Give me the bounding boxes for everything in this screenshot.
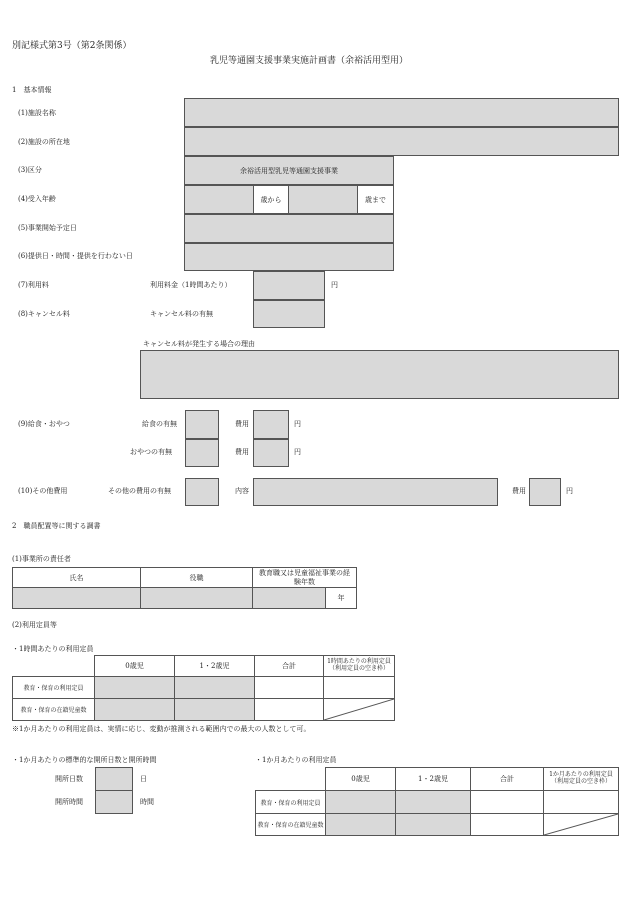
age-to-field[interactable]: [288, 185, 358, 214]
hourly-col-capacity: [323, 655, 395, 677]
hourly-capacity-0-field[interactable]: [94, 676, 175, 699]
open-days-unit: 日: [140, 775, 147, 783]
age-to-unit: [358, 185, 394, 214]
monthly-row-enrolled: [255, 813, 326, 836]
monthly-row-enrolled-text: 教育・保育の在籍児童数: [257, 822, 324, 829]
other-presence-label: その他の費用の有無: [108, 487, 171, 495]
manager-col-experience: [252, 567, 357, 588]
monthly-capacity-total-field[interactable]: [470, 790, 544, 814]
meal-presence-label: 給食の有無: [142, 420, 177, 428]
manager-experience-field[interactable]: [252, 587, 326, 609]
monthly-col-12: [395, 767, 471, 791]
hourly-col-total-text: 合計: [282, 662, 296, 670]
open-days-label: 開所日数: [55, 775, 83, 783]
monthly-row-capacity-text: 教育・保育の利用定員: [260, 799, 321, 807]
snack-presence-field[interactable]: [185, 439, 219, 467]
monthly-col-12-text: 1・2歳児: [418, 775, 448, 783]
facility-address-label: (2)施設の所在地: [18, 138, 70, 146]
monthly-capacity-vacancy-field[interactable]: [543, 790, 619, 814]
hourly-col-capacity-text: 1時間あたりの利用定員（利用定員の空き枠）: [327, 658, 391, 672]
monthly-capacity-12-field[interactable]: [395, 790, 471, 814]
other-cost-label: (10)その他費用: [18, 487, 68, 495]
meal-yen: 円: [294, 420, 301, 428]
meal-cost-label: 費用: [235, 420, 249, 428]
monthly-enrolled-12-field[interactable]: [395, 813, 471, 836]
diagonal-line-icon: [324, 699, 394, 720]
hourly-capacity-heading: ・1時間あたりの利用定員: [12, 645, 94, 653]
cancel-presence-field[interactable]: [253, 300, 325, 328]
category-field: [184, 156, 394, 185]
age-from-field[interactable]: [184, 185, 254, 214]
meal-presence-field[interactable]: [185, 410, 219, 439]
section2-heading: 2 職員配置等に関する調書: [12, 522, 101, 530]
monthly-col-total: [470, 767, 544, 791]
manager-col-position-text: 役職: [189, 573, 204, 582]
facility-name-label: (1)施設名称: [18, 109, 56, 117]
manager-col-position: [140, 567, 253, 588]
monthly-col-capacity-text: 1か月あたりの利用定員（利用定員の空き枠）: [549, 771, 613, 785]
other-yen: 円: [566, 487, 573, 495]
hourly-capacity-12-field[interactable]: [174, 676, 255, 699]
hourly-enrolled-12-field[interactable]: [174, 698, 255, 721]
other-cost-amount-label: 費用: [512, 487, 526, 495]
monthly-capacity-heading: ・1か月あたりの利用定員: [255, 756, 337, 764]
capacity-note: ※1か月あたりの利用定員は、実情に応じ、変動が推測される範囲内での最大の人数として可。: [12, 725, 311, 733]
open-hours-field[interactable]: [95, 790, 133, 814]
manager-years-unit: [325, 587, 357, 609]
manager-col-name-text: 氏名: [69, 573, 84, 582]
service-days-label: (6)提供日・時間・提供を行わない日: [18, 252, 133, 260]
hourly-enrolled-diagonal: [323, 698, 395, 721]
cancel-reason-field[interactable]: [140, 350, 619, 399]
other-content-label: 内容: [235, 487, 249, 495]
monthly-col-total-text: 合計: [500, 775, 514, 783]
cancel-label: (8)キャンセル料: [18, 310, 70, 318]
age-from-text: 歳から: [260, 195, 282, 204]
hourly-col-12-text: 1・2歳児: [199, 662, 230, 670]
diagonal-line-icon: [544, 814, 618, 835]
facility-address-field[interactable]: [184, 127, 619, 156]
manager-col-name: [12, 567, 141, 588]
hourly-row-capacity-text: 教育・保育の利用定員: [23, 685, 84, 692]
hourly-capacity-total-field[interactable]: [254, 676, 324, 699]
monthly-col-0-text: 0歳児: [351, 775, 370, 783]
category-value: 余裕活用型乳児等通園支援事業: [240, 166, 338, 175]
manager-name-field[interactable]: [12, 587, 141, 609]
start-date-field[interactable]: [184, 214, 394, 243]
snack-presence-label: おやつの有無: [130, 448, 172, 456]
monthly-open-heading: ・1か月あたりの標準的な開所日数と開所時間: [12, 756, 157, 764]
age-to-text: 歳まで: [365, 195, 386, 204]
other-presence-field[interactable]: [185, 478, 219, 506]
open-hours-label: 開所時間: [55, 798, 83, 806]
page-title: 乳児等通園支援事業実施計画書（余裕活用型用）: [210, 56, 409, 66]
manager-heading: (1)事業所の責任者: [12, 555, 71, 563]
open-hours-unit: 時間: [140, 798, 154, 806]
hourly-capacity-vacancy-field[interactable]: [323, 676, 395, 699]
other-cost-field[interactable]: [529, 478, 561, 506]
hourly-row-enrolled: [12, 698, 95, 721]
facility-name-field[interactable]: [184, 98, 619, 127]
form-number: 別記様式第3号（第2条関係）: [12, 41, 132, 51]
meal-label: (9)給食・おやつ: [18, 420, 70, 428]
service-days-field[interactable]: [184, 243, 394, 271]
monthly-col-capacity: [543, 767, 619, 791]
fee-field[interactable]: [253, 271, 325, 300]
monthly-enrolled-diagonal: [543, 813, 619, 836]
snack-cost-field[interactable]: [253, 439, 289, 467]
hourly-enrolled-total-field[interactable]: [254, 698, 324, 721]
fee-label: (7)利用料: [18, 281, 49, 289]
monthly-row-capacity: [255, 790, 326, 814]
cancel-presence-label: キャンセル料の有無: [150, 310, 213, 318]
monthly-capacity-0-field[interactable]: [325, 790, 396, 814]
snack-cost-label: 費用: [235, 448, 249, 456]
other-content-field[interactable]: [253, 478, 498, 506]
open-days-field[interactable]: [95, 767, 133, 792]
hourly-col-0-text: 0歳児: [125, 662, 144, 670]
hourly-row-capacity: [12, 676, 95, 699]
capacity-heading: (2)利用定員等: [12, 621, 57, 629]
monthly-enrolled-0-field[interactable]: [325, 813, 396, 836]
meal-cost-field[interactable]: [253, 410, 289, 439]
age-from-unit: [254, 185, 288, 214]
category-label: (3)区分: [18, 166, 42, 174]
monthly-enrolled-total-field[interactable]: [470, 813, 544, 836]
snack-yen: 円: [294, 448, 301, 456]
fee-yen: 円: [331, 281, 338, 289]
hourly-col-total: [254, 655, 324, 677]
manager-col-experience-text: 教育職又は児童福祉事業の経験年数: [259, 569, 350, 586]
monthly-col-0: [325, 767, 396, 791]
hourly-col-12: [174, 655, 255, 677]
fee-per-hour-label: 利用料金（1時間あたり）: [150, 281, 232, 289]
section1-heading: 1 基本情報: [12, 86, 52, 94]
manager-years-text: 年: [337, 594, 345, 602]
hourly-row-enrolled-text: 教育・保育の在籍児童数: [20, 707, 87, 714]
cancel-reason-label: キャンセル料が発生する場合の理由: [143, 340, 255, 348]
hourly-enrolled-0-field[interactable]: [94, 698, 175, 721]
age-label: (4)受入年齢: [18, 195, 56, 203]
start-date-label: (5)事業開始予定日: [18, 224, 77, 232]
manager-position-field[interactable]: [140, 587, 253, 609]
hourly-col-0: [94, 655, 175, 677]
